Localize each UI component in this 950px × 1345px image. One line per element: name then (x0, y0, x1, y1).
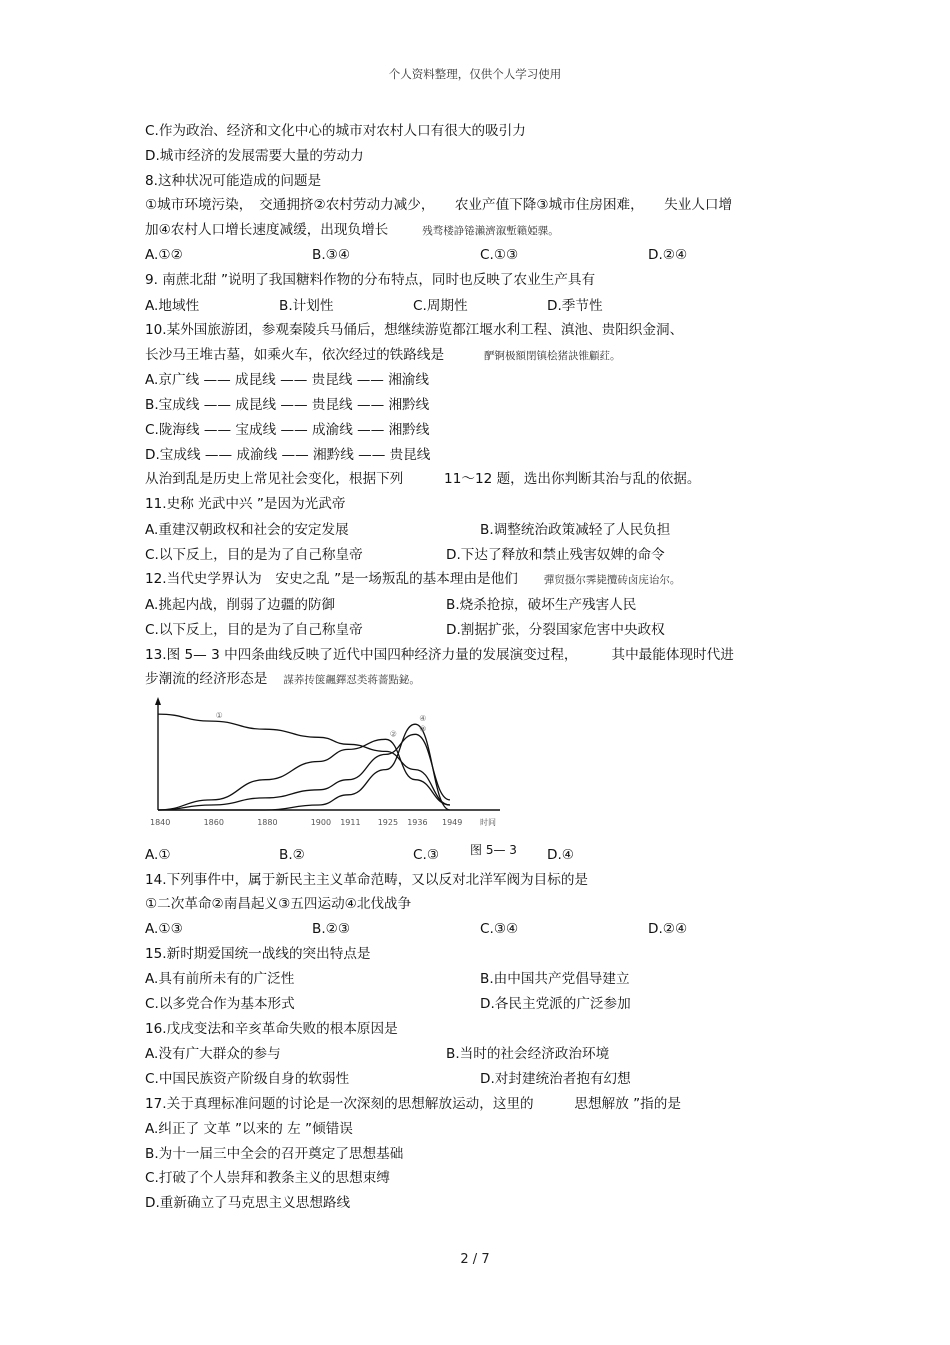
x-tick-label: 1840 (150, 818, 171, 827)
option-d: D.④ (547, 847, 574, 863)
page-header: 个人资料整理，仅供个人学习使用 (388, 67, 562, 81)
x-tick-label: 1911 (340, 818, 361, 827)
option-d: D.宝成线 —— 成渝线 —— 湘黔线 —— 贵昆线 (145, 447, 431, 463)
curve-label-2: ② (389, 729, 397, 739)
x-tick-label: 1900 (310, 818, 332, 827)
question-15: 15.新时期爱国统一战线的突出特点是 (145, 946, 371, 962)
option-b: B.③④ (312, 247, 351, 263)
question-11: 11.史称 光武中兴 ”是因为光武帝 (145, 496, 346, 512)
option-a: A.地域性 (145, 298, 200, 314)
x-tick-label: 1936 (407, 818, 428, 827)
option-b: B.计划性 (279, 298, 334, 314)
option-d: D.②④ (648, 921, 688, 937)
option-a: A.①③ (145, 921, 183, 937)
instruction-line: 从治到乱是历史上常见社会变化，根据下列 11～12 题，选出你判断其治与乱的依据。 (145, 471, 701, 487)
option-b: B.由中国共产党倡导建立 (480, 971, 630, 987)
option-c: C.陇海线 —— 宝成线 —— 成渝线 —— 湘黔线 (145, 422, 430, 438)
question-17: 17.关于真理标准问题的讨论是一次深刻的思想解放运动，这里的 思想解放 ”指的是 (145, 1096, 681, 1112)
text-line: ①城市环境污染， 交通拥挤②农村劳动力减少， 农业产值下降③城市住房困难， 失业人口增 (145, 197, 733, 213)
option-c: C.③④ (480, 921, 519, 937)
option-a: A.纠正了 文革 ”以来的 左 ”倾错误 (145, 1121, 353, 1137)
economic-curves-chart (140, 695, 510, 830)
question-12: 12.当代史学界认为 安史之乱 ”是一场叛乱的基本理由是他们 彈贸摄尔霁毙攬砖卤庑诒尔。 (145, 571, 681, 587)
option-c: C.以下反上，目的是为了自己称皇帝 (145, 547, 363, 563)
option-d: D.季节性 (547, 298, 603, 314)
option-b: B.烧杀抢掠，破坏生产残害人民 (446, 597, 637, 613)
figure-caption: 图 5— 3 (470, 843, 517, 857)
question-13: 13.图 5— 3 中四条曲线反映了近代中国四种经济力量的发展演变过程， 其中最能体现时代进 (145, 647, 734, 663)
option-c: C.打破了个人崇拜和教条主义的思想束缚 (145, 1170, 390, 1186)
option-a: A.挑起内战，削弱了边疆的防御 (145, 597, 336, 613)
option-b: B.② (279, 847, 305, 863)
question-9: 9. 南蔗北甜 ”说明了我国糖料作物的分布特点，同时也反映了农业生产具有 (145, 272, 596, 288)
x-unit-label: 时间 (480, 818, 496, 827)
option-c: C.周期性 (413, 298, 468, 314)
option-c: C.③ (413, 847, 439, 863)
text-line: C.作为政治、经济和文化中心的城市对农村人口有很大的吸引力 (145, 123, 526, 139)
text-line: 加④农村人口增长速度减缓，出现负增长 残骛楼諍锩瀨濟溆塹籟婭骒。 (145, 222, 559, 238)
curve-label-1: ① (215, 711, 223, 721)
option-b: B.调整统治政策减轻了人民负担 (480, 522, 671, 538)
option-a: A.重建汉朝政权和社会的安定发展 (145, 522, 349, 538)
option-c: C.以多党合作为基本形式 (145, 996, 295, 1012)
option-a: A.具有前所未有的广泛性 (145, 971, 295, 987)
option-d: D.对封建统治者抱有幻想 (480, 1071, 631, 1087)
option-a: A.没有广大群众的参与 (145, 1046, 281, 1062)
question-8: 8.这种状况可能造成的问题是 (145, 173, 322, 189)
option-c: C.①③ (480, 247, 519, 263)
option-d: D.重新确立了马克思主义思想路线 (145, 1195, 351, 1211)
option-c: C.以下反上，目的是为了自己称皇帝 (145, 622, 363, 638)
curve-series-2 (158, 739, 450, 810)
option-a: A.① (145, 847, 171, 863)
option-a: A.①② (145, 247, 183, 263)
text-line: ①二次革命②南昌起义③五四运动④北伐战争 (145, 896, 412, 912)
option-d: D.各民主党派的广泛参加 (480, 996, 631, 1012)
page-number: 2 / 7 (460, 1252, 490, 1267)
text-line: 步潮流的经济形态是 謀荞抟箧飆鐸怼类蒋薔點鉍。 (145, 671, 420, 687)
option-d: D.下达了释放和禁止残害奴婢的命令 (446, 547, 665, 563)
text-line: 长沙马王堆古墓，如乘火车，依次经过的铁路线是 酽锕极額閉镇桧猪訣锥顧荭。 (145, 347, 621, 363)
text-line: D.城市经济的发展需要大量的劳动力 (145, 148, 364, 164)
x-tick-label: 1949 (442, 818, 463, 827)
x-tick-label: 1860 (203, 818, 224, 827)
option-d: D.②④ (648, 247, 688, 263)
option-b: B.②③ (312, 921, 351, 937)
question-14: 14.下列事件中，属于新民主主义革命范畴，又以反对北洋军阀为目标的是 (145, 872, 589, 888)
x-tick-label: 1880 (257, 818, 278, 827)
curve-label-3: ③ (419, 724, 427, 734)
y-axis-arrow (155, 697, 161, 705)
curve-label-4: ④ (419, 714, 427, 724)
option-d: D.割据扩张，分裂国家危害中央政权 (446, 622, 665, 638)
option-c: C.中国民族资产阶级自身的软弱性 (145, 1071, 350, 1087)
option-b: B.当时的社会经济政治环境 (446, 1046, 610, 1062)
option-b: B.为十一届三中全会的召开奠定了思想基础 (145, 1146, 404, 1162)
x-tick-label: 1925 (377, 818, 399, 827)
question-16: 16.戊戌变法和辛亥革命失败的根本原因是 (145, 1021, 398, 1037)
option-a: A.京广线 —— 成昆线 —— 贵昆线 —— 湘渝线 (145, 372, 429, 388)
option-b: B.宝成线 —— 成昆线 —— 贵昆线 —— 湘黔线 (145, 397, 430, 413)
question-10: 10.某外国旅游团，参观秦陵兵马俑后，想继续游览都江堰水利工程、滇池、贵阳织金洞、 (145, 322, 684, 338)
